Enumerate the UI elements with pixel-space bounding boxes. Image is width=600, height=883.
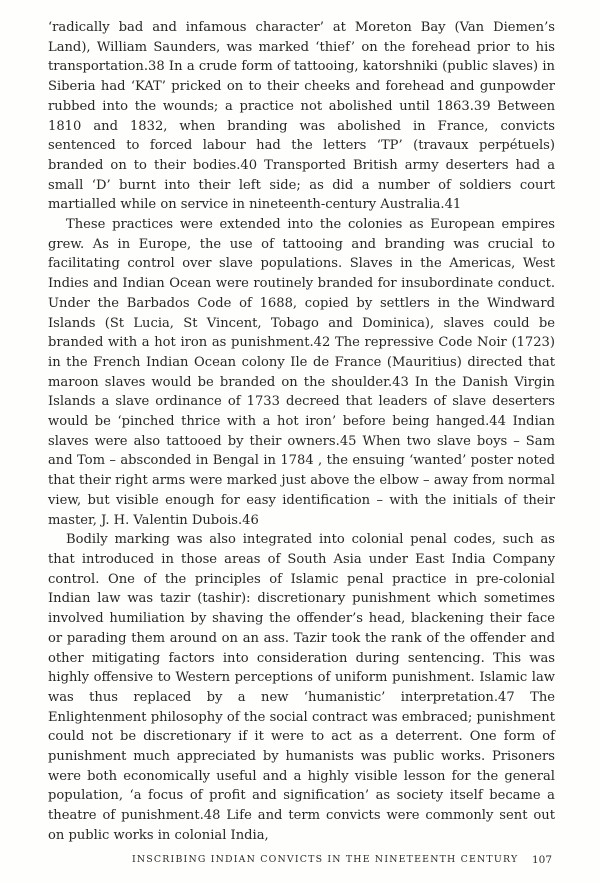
running-head: INSCRIBING INDIAN CONVICTS IN THE NINETEENTH CENTURY — [132, 854, 519, 865]
body-text — [48, 18, 555, 846]
paragraph: ‘radically bad and infamous character’ at Moreton Bay (Van Diemen’s Land), William Saunders, was marked ‘thief’ on the forehead prior to his transportation.38 In a crude form of tattooing, katorshniki (public slaves) in Siberia had ‘KAT’ pricked on to their cheeks and forehead and gunpowder rubbed into the wounds; a practice not abolished until 1863.39 Between 1810 and 1832, when branding was abolished in France, convicts sentenced to forced labour had the letters ‘TP’ (travaux perpétuels) branded on to their bodies.40 Transported British army deserters had a small ‘D’ burnt into their left side; as did a number of soldiers court martialled while on service in nineteenth-century Australia.41 — [48, 20, 555, 213]
paragraph: Bodily marking was also integrated into colonial penal codes, such as that introduced in those areas of South Asia under East India Company control. One of the principles of Islamic penal practice in pre-colonial Indian law was tazir (tashir): discretionary punishment which sometimes involved humiliation by shaving the offender’s head, blackening their face or parading them around on an ass. Tazir took the rank of the offender and other mitigating factors into consideration during sentencing. This was highly offensive to Western perceptions of uniform punishment. Islamic law was thus replaced by a new ‘humanistic’ interpretation.47 The Enlightenment philosophy of the social contract was embraced; punishment could not be discretionary if it were to act as a deterrent. One form of punishment much appreciated by humanists was public works. Prisoners were both economically useful and a highly visible lesson for the general population, ‘a focus of profit and signification’ as society itself became a theatre of punishment.48 Life and term convicts were commonly sent out on public works in colonial India, — [48, 532, 555, 843]
page-footer — [48, 854, 555, 870]
paragraph: These practices were extended into the colonies as European empires grew. As in Europe, the use of tattooing and branding was crucial to facilitating control over slave populations. Slaves in the Americas, West Indies and Indian Ocean were routinely branded for insubordinate conduct. Under the Barbados Code of 1688, copied by settlers in the Windward Islands (St Lucia, St Vincent, Tobago and Dominica), slaves could be branded with a hot iron as punishment.42 The repressive Code Noir (1723) in the French Indian Ocean colony Ile de France (Mauritius) directed that maroon slaves would be branded on the shoulder.43 In the Danish Virgin Islands a slave ordinance of 1733 decreed that leaders of slave deserters would be ‘pinched thrice with a hot iron’ before being hanged.44 Indian slaves were also tattooed by their owners.45 When two slave boys – Sam and Tom – absconded in Bengal in 1784 , the ensuing ‘wanted’ poster noted that their right arms were marked just above the elbow – away from normal view, but visible enough for easy identification – with the initials of their master, J. H. Valentin Dubois.46 — [48, 217, 555, 528]
page-number: 107 — [531, 854, 552, 866]
